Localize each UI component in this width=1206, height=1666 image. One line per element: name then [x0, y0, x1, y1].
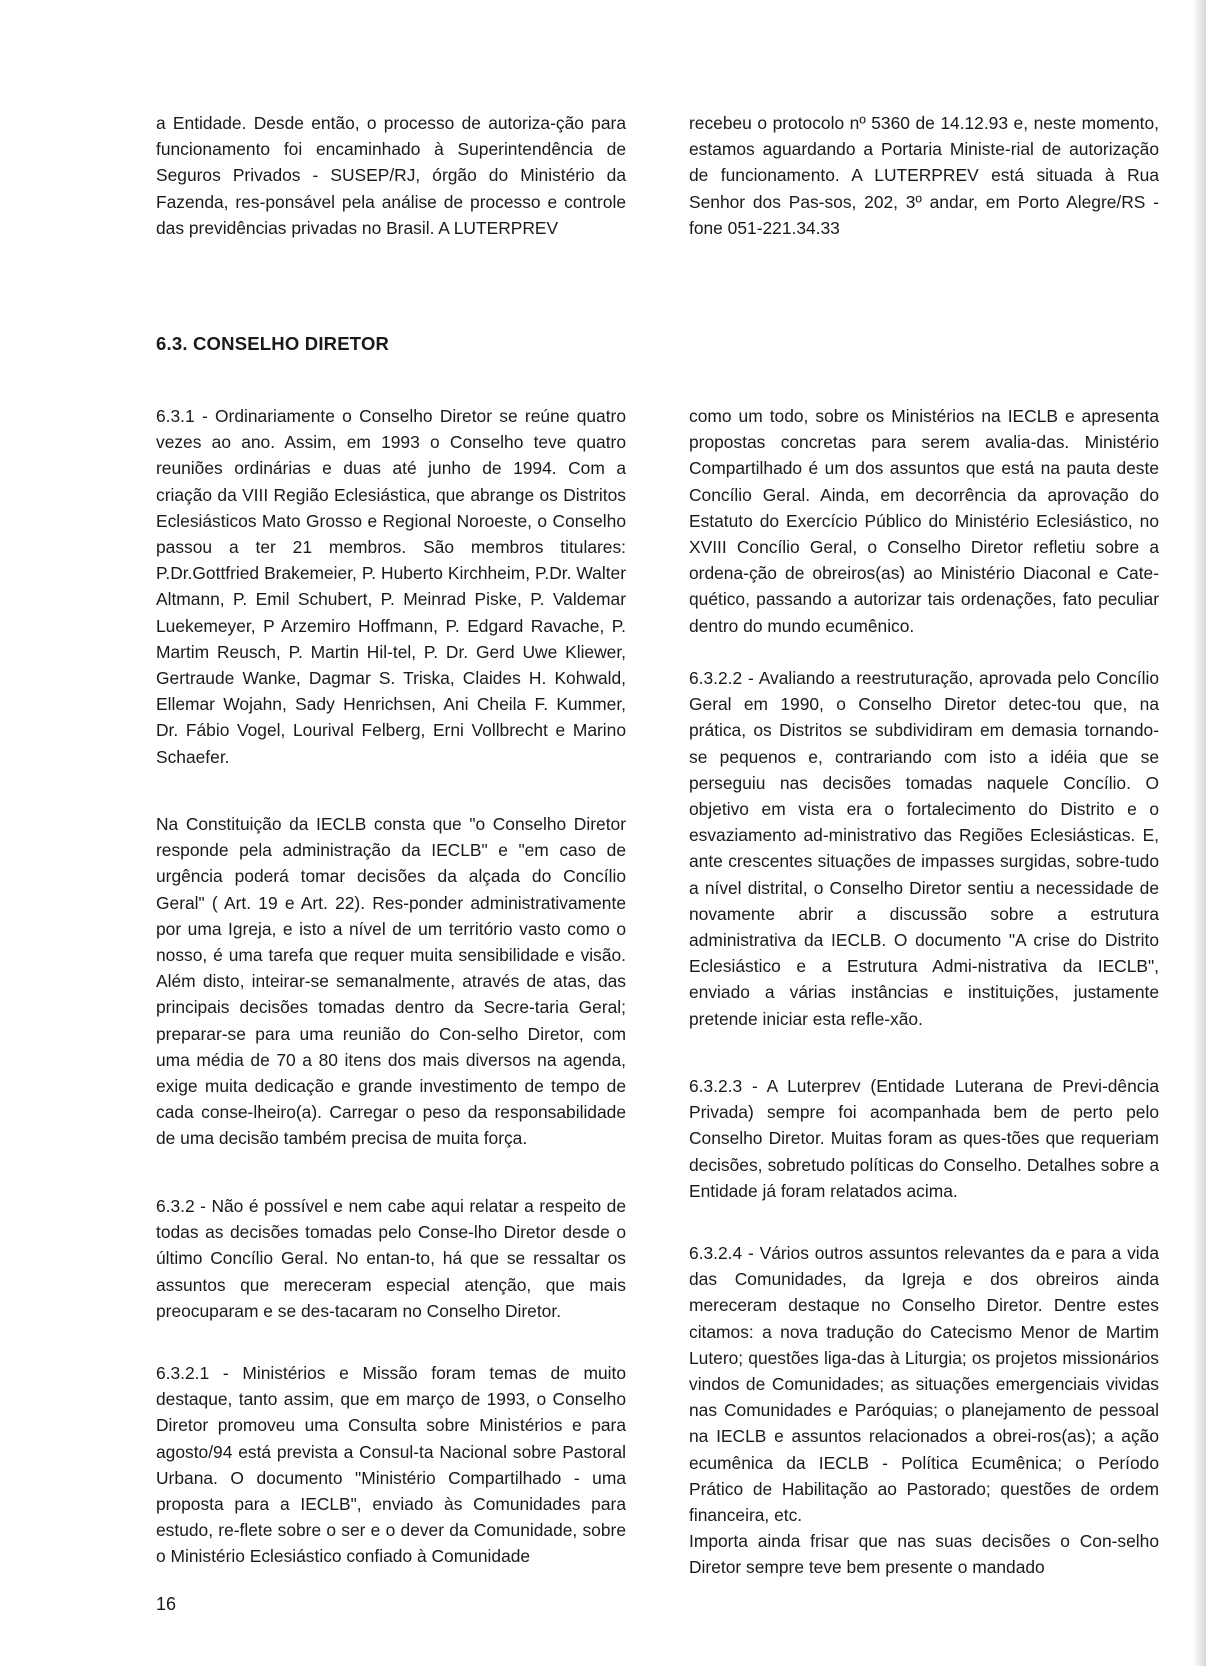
paragraph: 6.3.2 - Não é possível e nem cabe aqui relatar a respeito de todas as decisões tomadas pelo Conse-lho Diretor desde o último Concílio Geral. No entan-to, há que se ressaltar os assuntos que mereceram especial atenção, que mais preocuparam e se des-tacaram no Conselho Diretor. — [156, 1196, 626, 1321]
paragraph: 6.3.2.3 - A Luterprev (Entidade Luterana de Previ-dência Privada) sempre foi acompanhada bem de perto pelo Conselho Diretor. Muitas foram as ques-tões que requeriam decisões, sobretudo políticas do Conselho. Detalhes sobre a Entidade já foram relatados acima. — [689, 1076, 1159, 1201]
paragraph: 6.3.2.4 - Vários outros assuntos relevantes da e para a vida das Comunidades, da Igreja e dos obreiros ainda mereceram destaque no Conselho Diretor. Dentre estes citamos: a nova tradução do Catecismo Menor de Martim Lutero; questões liga-das à Liturgia; os projetos missionários vindos de Comunidades; as situações emergenciais vividas nas Comunidades e Paróquias; o planejamento de pessoal na IECLB e assuntos relacionados a obrei-ros(as); a ação ecumênica da IECLB - Política Ecumênica; o Período Prático de Habilitação ao Pastorado; questões de ordem financeira, etc. — [689, 1243, 1159, 1526]
paragraph: a Entidade. Desde então, o processo de autoriza-ção para funcionamento foi encaminhado à Superintendência de Seguros Privados - SUSEP/RJ, órgão do Ministério da Fazenda, res-ponsável pela análise de processo e controle das previdências privadas no Brasil. A LUTERPREV — [156, 113, 626, 238]
top-left-column — [156, 110, 626, 241]
right-column — [689, 403, 1159, 639]
paragraph: Na Constituição da IECLB consta que "o Conselho Diretor responde pela administração da IECLB" e "em caso de urgência poderá tomar decisões da alçada do Concílio Geral" ( Art. 19 e Art. 22). Res-ponder administrativamente por uma Igreja, e isto a nível de um território vasto como o nosso, é uma tarefa que requer muita sensibilidade e visão. Além disto, inteirar-se semanalmente, através de atas, das principais decisões tomadas dentro da Secre-taria Geral; preparar-se para uma reunião do Con-selho Diretor, com uma média de 70 a 80 itens dos mais diversos na agenda, exige muita dedicação e grande investimento de tempo de cada conse-lheiro(a). Carregar o peso da responsabilidade de uma decisão também precisa de muita força. — [156, 814, 626, 1149]
paragraph: 6.3.2.2 - Avaliando a reestruturação, aprovada pelo Concílio Geral em 1990, o Conselho Diretor detec-tou que, na prática, os Distritos se subdividiram em demasia tornando-se pequenos e, contrariando com isto a idéia que se perseguiu nas decisões tomadas naquele Concílio. O objetivo em vista era o fortalecimento do Distrito e o esvaziamento ad-ministrativo das Regiões Eclesiásticas. E, ante crescentes situações de impasses surgidas, sobre-tudo a nível distrital, o Conselho Diretor sentiu a necessidade de novamente abrir a discussão sobre a estrutura administrativa da IECLB. O documento "A crise do Distrito Eclesiástico e a Estrutura Admi-nistrativa da IECLB", enviado a várias instâncias e instituições, justamente pretende iniciar esta refle-xão. — [689, 668, 1159, 1029]
paragraph: 6.3.2.1 - Ministérios e Missão foram temas de muito destaque, tanto assim, que em março de 1993, o Conselho Diretor promoveu uma Consulta sobre Ministérios e para agosto/94 está prevista a Consul-ta Nacional sobre Pastoral Urbana. O documento "Ministério Compartilhado - uma proposta para a IECLB", enviado às Comunidades para estudo, re-flete sobre o ser e o dever da Comunidade, sobre o Ministério Eclesiástico confiado à Comunidade — [156, 1363, 626, 1567]
page-edge-shadow — [1192, 0, 1206, 1666]
paragraph: Importa ainda frisar que nas suas decisões o Con-selho Diretor sempre teve bem presente o mandado — [689, 1531, 1159, 1578]
paragraph: como um todo, sobre os Ministérios na IECLB e apresenta propostas concretas para serem avalia-das. Ministério Compartilhado é um dos assuntos que está na pauta deste Concílio Geral. Ainda, em decorrência da aprovação do Estatuto do Exercício Público do Ministério Eclesiástico, no XVIII Concílio Geral, o Conselho Diretor refletiu sobre a ordena-ção de obreiros(as) ao Ministério Diaconal e Cate-quético, passando a autorizar tais ordenações, fato peculiar dentro do mundo ecumênico. — [689, 406, 1159, 636]
right-column — [689, 1073, 1159, 1204]
right-column — [689, 665, 1159, 1032]
right-column — [689, 1240, 1159, 1581]
paragraph: 6.3.1 - Ordinariamente o Conselho Diretor se reúne quatro vezes ao ano. Assim, em 1993 o Conselho teve quatro reuniões ordinárias e duas até junho de 1994. Com a criação da VIII Região Eclesiástica, que abrange os Distritos Eclesiásticos Mato Grosso e Regional Noroeste, o Conselho passou a ter 21 membros. São membros titulares: P.Dr.Gottfried Brakemeier, P. Huberto Kirchheim, P.Dr. Walter Altmann, P. Emil Schubert, P. Meinrad Piske, P. Valdemar Luekemeyer, P Arzemiro Hoffmann, P. Edgard Ravache, P. Martim Reusch, P. Martin Hil-tel, P. Dr. Gerd Uwe Kliewer, Gertraude Wanke, Dagmar S. Triska, Claides H. Kohwald, Ellemar Wojahn, Sady Henrichsen, Ani Cheila F. Kummer, Dr. Fábio Vogel, Lourival Felberg, Erni Vollbrecht e Marino Schaefer. — [156, 406, 626, 767]
left-column — [156, 403, 626, 770]
page-number: 16 — [156, 1594, 177, 1614]
paragraph: recebeu o protocolo nº 5360 de 14.12.93 e, neste momento, estamos aguardando a Portaria Ministe-rial de autorização de funcionamento. A LUTERPREV está situada à Rua Senhor dos Pas-sos, 202, 3º andar, em Porto Alegre/RS - fone 051-221.34.33 — [689, 113, 1159, 238]
top-right-column — [689, 110, 1159, 241]
left-column — [156, 811, 626, 1152]
left-column — [156, 1193, 626, 1324]
left-column — [156, 1360, 626, 1570]
section-heading: 6.3. CONSELHO DIRETOR — [156, 333, 390, 354]
